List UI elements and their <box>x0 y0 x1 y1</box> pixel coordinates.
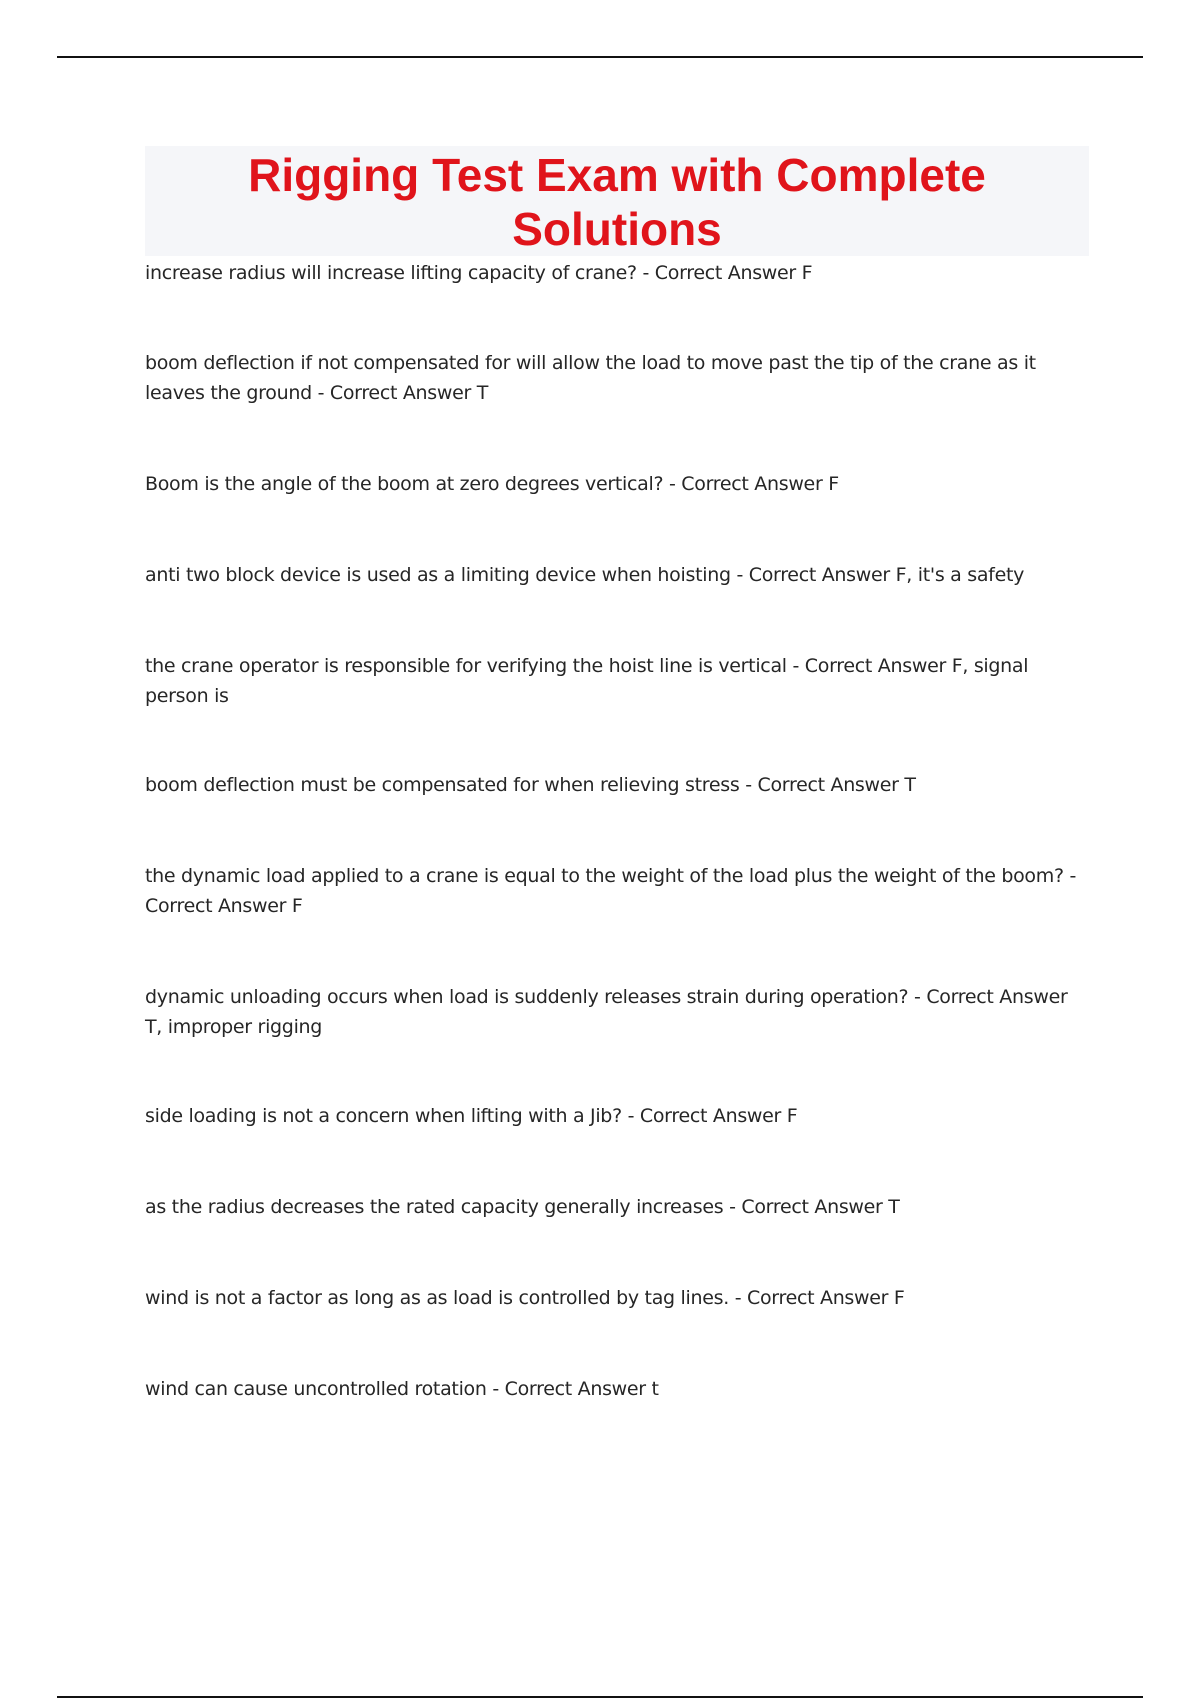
question-item-3: Boom is the angle of the boom at zero degrees vertical? - Correct Answer F <box>145 473 839 495</box>
question-item-10: as the radius decreases the rated capacity generally increases - Correct Answer T <box>145 1196 900 1218</box>
question-item-1: increase radius will increase lifting capacity of crane? - Correct Answer F <box>145 262 813 284</box>
top-rule <box>57 56 1143 58</box>
question-item-7: the dynamic load applied to a crane is equal to the weight of the load plus the weight of the boom? - Correct Answer F <box>145 865 1077 917</box>
question-item-12: wind can cause uncontrolled rotation - Correct Answer t <box>145 1378 659 1400</box>
question-item-11: wind is not a factor as long as as load is controlled by tag lines. - Correct Answer F <box>145 1287 905 1309</box>
title-banner <box>145 146 1089 256</box>
question-item-4: anti two block device is used as a limiting device when hoisting - Correct Answer F, it's a safety <box>145 564 1025 586</box>
question-item-6: boom deflection must be compensated for when relieving stress - Correct Answer T <box>145 774 916 796</box>
question-item-2: boom deflection if not compensated for will allow the load to move past the tip of the crane as it leaves the ground - Correct Answer T <box>145 352 1036 404</box>
bottom-rule <box>57 1696 1143 1698</box>
question-item-8: dynamic unloading occurs when load is suddenly releases strain during operation? - Correct Answer T, improper rigging <box>145 986 1068 1038</box>
document-title: Rigging Test Exam with Complete Solutions <box>248 149 986 255</box>
question-item-5: the crane operator is responsible for verifying the hoist line is vertical - Correct Answer F, signal person is <box>145 655 1029 707</box>
question-item-9: side loading is not a concern when lifting with a Jib? - Correct Answer F <box>145 1105 798 1127</box>
